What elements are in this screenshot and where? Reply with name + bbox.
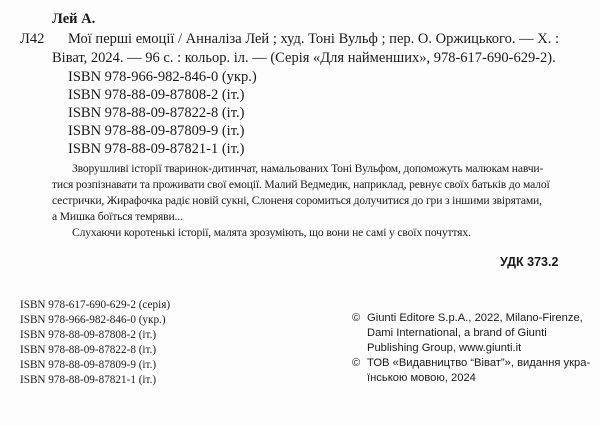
isbn-line: ISBN 978-88-09-87821-1 (іт.) — [20, 374, 157, 386]
annotation-line: тися розпізнавати та проживати свої емоції. Малий Ведмедик, наприклад, ревнує своїх батьків до малої — [52, 178, 550, 191]
copyright-icon: © — [352, 312, 361, 324]
isbn-line: ISBN 978-88-09-87822-8 (іт.) — [68, 105, 245, 121]
isbn-line: ISBN 978-88-09-87822-8 (іт.) — [20, 344, 157, 356]
isbn-line: ISBN 978-966-982-846-0 (укр.) — [68, 69, 257, 85]
author-heading: Лей А. — [52, 11, 96, 27]
udk-code: УДК 373.2 — [500, 255, 559, 269]
isbn-line: ISBN 978-88-09-87808-2 (іт.) — [20, 329, 157, 341]
annotation-line: а Мишка боїться темряви... — [52, 210, 183, 223]
isbn-line: ISBN 978-88-09-87809-9 (іт.) — [20, 359, 157, 371]
bibliographic-entry-line-1: Мої перші емоції / Анналіза Лей ; худ. Тоні Вульф ; пер. О. Оржицького. — Х. : — [68, 31, 559, 47]
copyright-line: їнською мовою, 2024 — [367, 372, 476, 384]
copyright-line: Publishing Group, www.giunti.it — [367, 342, 522, 354]
isbn-line: ISBN 978-966-982-846-0 (укр.) — [20, 314, 166, 326]
copyright-line: Giunti Editore S.p.A., 2022, Milano-Firenze, — [367, 312, 583, 324]
annotation-line: сестрички, Жирафочка радіє новій сукні, Слоненя соромиться долучитися до гри з іншими звірятами, — [52, 194, 542, 207]
bibliographic-entry-line-2: Віват, 2024. — 96 с. : кольор. іл. — (Серія «Для найменших», 978-617-690-629-2). — [52, 50, 556, 66]
annotation-line: Зворушливі історії тваринок-дитинчат, намальованих Тоні Вульфом, допоможуть малюкам навчи- — [72, 162, 544, 175]
isbn-line: ISBN 978-88-09-87821-1 (іт.) — [68, 141, 245, 157]
classification-code: Л42 — [20, 31, 45, 47]
isbn-line: ISBN 978-88-09-87809-9 (іт.) — [68, 123, 245, 139]
isbn-line: ISBN 978-617-690-629-2 (серія) — [20, 299, 171, 311]
copyright-icon: © — [352, 357, 361, 369]
isbn-line: ISBN 978-88-09-87808-2 (іт.) — [68, 87, 245, 103]
annotation-line: Слухаючи коротенькі історії, малята зрозуміють, що вони не самі у своїх почуттях. — [72, 226, 471, 239]
copyright-line: ТОВ «Видавництво “Віват”», видання укра- — [367, 357, 591, 369]
copyright-line: Dami International, a brand of Giunti — [367, 327, 547, 339]
